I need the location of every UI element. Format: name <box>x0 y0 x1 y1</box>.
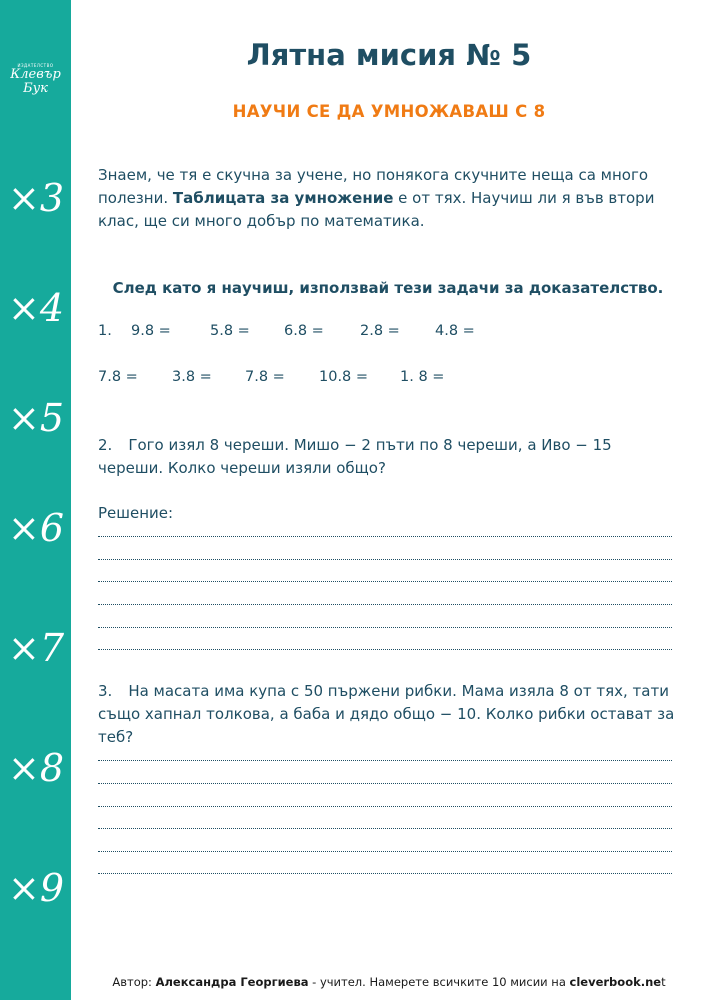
publisher-logo <box>0 68 71 96</box>
equation: 5.8 = <box>210 323 250 339</box>
task2-text: Гого изял 8 череши. Мишо − 2 пъти по 8 череши, а Иво − 15 череши. Колко череши изяли общо? <box>98 436 612 477</box>
footer-middle: - учител. Намерете всичките 10 мисии на <box>308 975 570 989</box>
multiplier-x7: ×7 <box>8 626 65 670</box>
task3-number: 3. <box>98 682 113 700</box>
task1-number: 1. <box>98 323 112 339</box>
task2-solution-label: Решение: <box>98 504 174 522</box>
publisher-label: ИЗДАТЕЛСТВО <box>17 63 54 68</box>
equation: 1. 8 = <box>400 369 445 385</box>
answer-line <box>98 851 672 852</box>
footer <box>71 975 707 989</box>
multiplier-x3: ×3 <box>8 176 65 220</box>
task2-number: 2. <box>98 436 113 454</box>
answer-line <box>98 536 672 537</box>
page-title: Лятна мисия № 5 <box>246 38 532 72</box>
intro-text-2: е от тях. Научиш ли я във втори клас, ще си много добър по математика. <box>98 189 655 230</box>
answer-line <box>98 873 672 874</box>
equation: 3.8 = <box>172 369 212 385</box>
intro-text-1: Знаем, че тя е скучна за учене, но понякога скучните неща са много полезни. <box>98 166 649 207</box>
answer-line <box>98 806 672 807</box>
logo-line-2: Бук <box>23 81 48 96</box>
intro-bold-term: Таблицата за умножение <box>172 189 394 207</box>
tasks-heading: След като я научиш, използвай тези задачи за доказателство. <box>112 279 664 297</box>
footer-author: Александра Георгиева <box>155 975 309 989</box>
multiplier-x8: ×8 <box>8 746 65 790</box>
page-subtitle: НАУЧИ СЕ ДА УМНОЖАВАШ С 8 <box>232 102 546 121</box>
task2-question <box>98 434 678 480</box>
equation: 7.8 = <box>245 369 285 385</box>
equation: 10.8 = <box>319 369 369 385</box>
equation: 4.8 = <box>435 323 475 339</box>
answer-line <box>98 581 672 582</box>
equation: 9.8 = <box>131 323 171 339</box>
answer-line <box>98 604 672 605</box>
equation: 2.8 = <box>360 323 400 339</box>
footer-prefix: Автор: <box>112 975 156 989</box>
task3-question <box>98 680 678 749</box>
multiplier-x4: ×4 <box>8 286 65 330</box>
answer-line <box>98 627 672 628</box>
equation: 7.8 = <box>98 369 138 385</box>
intro-paragraph <box>98 164 678 233</box>
answer-line <box>98 828 672 829</box>
task3-text: На масата има купа с 50 пържени рибки. Мама изяла 8 от тях, тати също хапнал толкова, а баба и дядо общо − 10. Колко рибки остават за теб? <box>98 682 675 746</box>
footer-site-link[interactable]: cleverbook.ne <box>569 975 662 989</box>
answer-line <box>98 649 672 650</box>
multiplier-x9: ×9 <box>8 866 65 910</box>
answer-line <box>98 559 672 560</box>
answer-line <box>98 760 672 761</box>
logo-line-1: Клевър <box>10 67 61 82</box>
multiplier-x6: ×6 <box>8 506 65 550</box>
multiplier-x5: ×5 <box>8 396 65 440</box>
equation: 6.8 = <box>284 323 324 339</box>
footer-suffix: t <box>661 975 666 989</box>
answer-line <box>98 783 672 784</box>
sidebar <box>0 0 71 1000</box>
